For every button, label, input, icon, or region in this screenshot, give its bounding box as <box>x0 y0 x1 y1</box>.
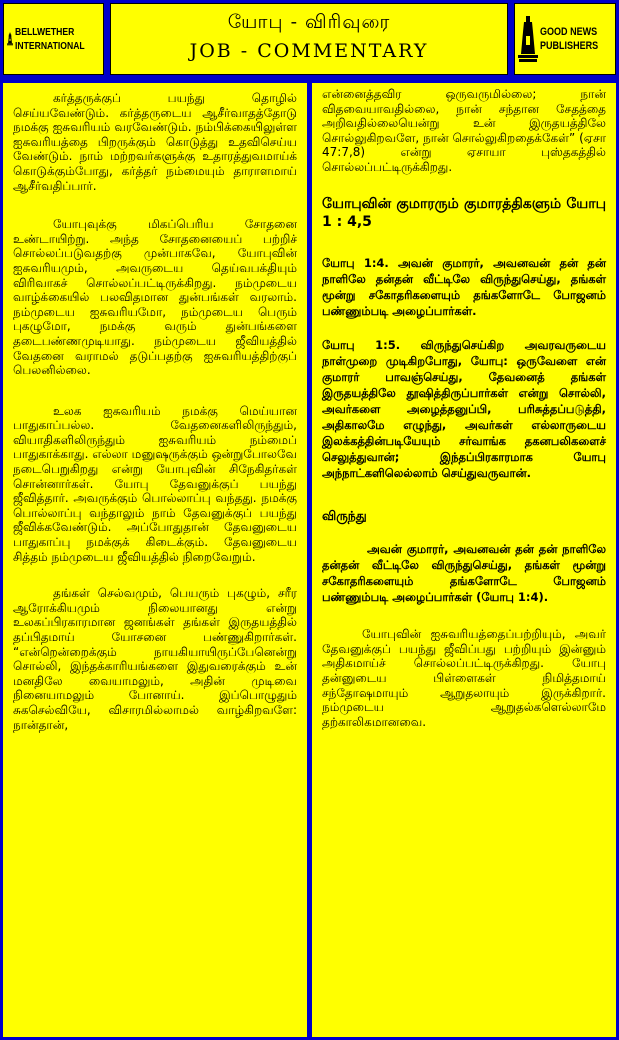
right-column <box>312 83 616 1037</box>
logo-right-line1: GOOD NEWS <box>540 26 598 38</box>
title-box <box>110 3 508 75</box>
right-paragraph-1: என்னைத்தவிர ஒருவருமில்லை; நான் விதவையாவதில்லை, நான் சந்தான சேதத்தை அறிவதில்லையென்று உன் இருதயத்திலே சொல்லுகிறவளே, நான் சொல்லுகிறதைக்கேள்” (ஏசா 47:7,8) என்று ஏசாயா புஸ்தகத்தில் சொல்லப்பட்டிருக்கிறது. <box>322 87 606 174</box>
left-paragraph-4: தங்கள் செல்வமும், பெயரும் புகழும், சரீர ஆரோக்கியமும் நிலையானது என்று உலகப்பிரகாரமான ஜனங்கள் தங்கள் இருதயத்தில் தப்பிதமாய் யோசனை பண்ணுகிறார்கள். “என்றென்றைக்கும் நாயகியாயிருப்பேனென்று சொல்லி, இந்தக்காரியங்களை இதுவரைக்கும் உன் மனதிலே வையாமலும், அதின் முடிவை நினையாமலும் போனாய். இப்பொழுதும் சுகசெல்வியே, விசாரமில்லாமல் வாழ்கிறவளே: நான்தான், <box>13 586 297 732</box>
logo-left-line1: BELLWETHER <box>15 26 75 38</box>
left-paragraph-3: உலக ஐசுவரியம் நமக்கு மெய்யான பாதுகாப்பல்ல. வேதனைகளிலிருந்தும், வியாதிகளிலிருந்தும் ஐசுவரியம் நம்மைப் பாதுகாக்காது. எல்லா மனுஷருக்கும் ஒன்றுபோலவே நடைபெறுகிறது என்று யோபுவின் சிநேகிதர்கள் சொன்னார்கள். யோபு தேவனுக்குப் பயந்து ஜீவித்தார். அவருக்கும் பொல்லாப்பு வந்தது. நமக்கு பொல்லாப்பு வந்தாலும் நாம் தேவனுக்குப் பயந்து ஜீவிக்கவேண்டும். அப்போதுதான் தேவனுடைய பாதுகாப்பு நமக்குக் கிடைக்கும். தேவனுடைய சித்தம் நம்முடைய ஜீவியத்தில் நிறைவேறும். <box>13 403 297 564</box>
quote-verse: அவன் குமாரர், அவனவன் தன் தன் நாளிலே தன்தன் வீட்டிலே விருந்துசெய்து, தங்கள் மூன்று சகோதரிகளையும் தங்களோடே போஜனம் பண்ணும்படி அழைப்பார்கள் (யோபு 1:4). <box>322 542 606 605</box>
subheading-feast: விருந்து <box>322 507 367 523</box>
title-tamil: யோபு - விரிவுரை <box>227 11 391 33</box>
good-news-logo <box>514 3 616 75</box>
bellwether-logo <box>3 3 104 75</box>
title-english: JOB - COMMENTARY <box>189 40 429 62</box>
page-header <box>0 0 619 79</box>
logo-left-line2: INTERNATIONAL <box>15 40 85 52</box>
section-heading: யோபுவின் குமாரரும் குமாரத்திகளும் யோபு 1 : 4,5 <box>322 195 606 230</box>
verse-1-5: யோபு 1:5. விருந்துசெய்கிற அவரவருடைய நாள்முறை முடிகிறபோது, யோபு: ஒருவேளை என் குமாரர் பாவஞ்செய்து, தேவனைத் தங்கள் இருதயத்திலே தூஷித்திருப்பார்கள் என்று சொல்லி, அவர்களை அழைத்தனுப்பி, பரிசுத்தப்படுத்தி, அதிகாலமே எழுந்து, அவர்கள் எல்லாருடைய இலக்கத்தின்படியேயும் சர்வாங்க தகனபலிகளைச் செலுத்துவான்; இந்தப்பிரகாரமாக யோபு அந்நாட்களிலெல்லாம் செய்துவருவான். <box>322 337 606 480</box>
verse-1-4: யோபு 1:4. அவன் குமாரர், அவனவன் தன் தன் நாளிலே தன்தன் வீட்டிலே விருந்துசெய்து, தங்கள் மூன்று சகோதரிகளையும் தங்களோடே போஜனம் பண்ணும்படி அழைப்பார்கள். <box>322 255 606 318</box>
tower-icon <box>518 16 538 62</box>
left-column <box>3 83 307 1037</box>
bell-tower-icon <box>7 16 13 62</box>
left-paragraph-2: யோபுவுக்கு மிகப்பெரிய சோதனை உண்டாயிற்று. அந்த சோதனையைப் பற்றிச் சொல்லப்படுவதற்கு முன்பாகவே, யோபுவின் ஐசுவரியமும், அவருடைய தெய்வபக்தியும் விரிவாகச் சொல்லப்பட்டிருக்கிறது. நம்முடைய வாழ்க்கையில் பலவிதமான துன்பங்கள் வரலாம். நம்முடைய ஐசுவரியமோ, நம்முடைய பெரும் புகழுமோ, நமக்கு வரும் துன்பங்களை தடைபண்ணமுடியாது. நம்முடைய ஜீவியத்தில் வேதனை வராமல் தடுப்பதற்கு ஐசுவரியத்திற்குப் பெலனில்லை. <box>13 217 297 378</box>
left-paragraph-1: கர்த்தருக்குப் பயந்து தொழில் செய்யவேண்டும். கர்த்தருடைய ஆசீர்வாதத்தோடு நமக்கு ஐசுவரியம் வரவேண்டும். நம்பிக்கையிலுள்ள ஐசுவரியத்தை பிறருக்கும் கொடுத்து உதவிசெய்ய வேண்டும். நாம் மற்றவர்களுக்கு உதாரத்துவமாய்க் கொடுக்கும்போது, கர்த்தர் நம்மையும் தாராளமாய் ஆசீர்வதிப்பார். <box>13 91 297 193</box>
logo-right-line2: PUBLISHERS <box>540 40 599 52</box>
right-paragraph-last: யோபுவின் ஐசுவரியத்தைப்பற்றியும், அவர் தேவனுக்குப் பயந்து ஜீவிப்பது பற்றியும் இன்னும் அதிகமாய்ச் சொல்லப்பட்டிருக்கிறது. யோபு தன்னுடைய பிள்ளைகள் நிமித்தமாய் சந்தோஷமாயும் ஆறுதலாயும் இருக்கிறார். நம்முடைய ஆறுதல்களெல்லாமே தற்காலிகமானவை. <box>322 627 606 729</box>
